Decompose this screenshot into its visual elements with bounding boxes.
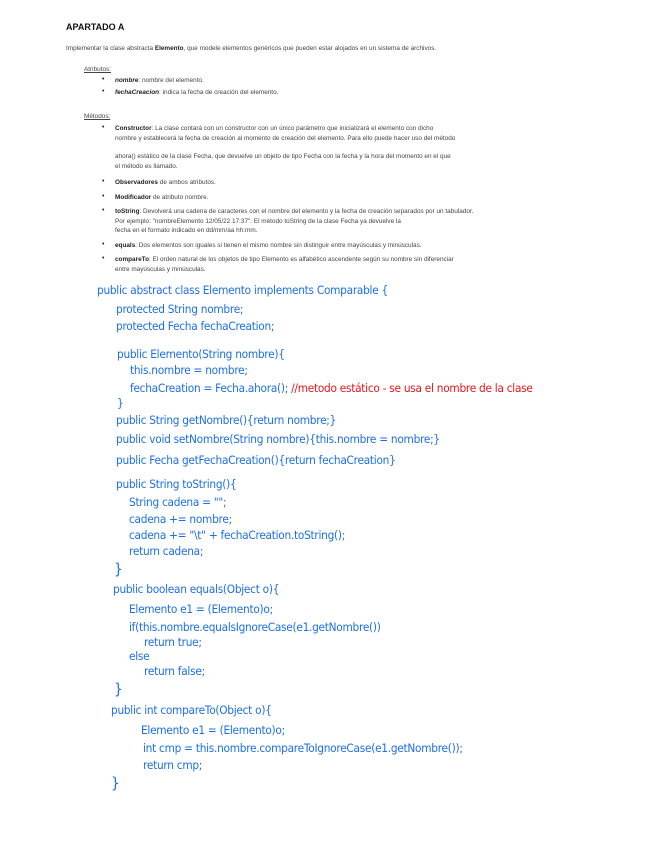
intro-paragraph xyxy=(66,44,436,54)
code-line: Elemento e1 = (Elemento)o; xyxy=(129,602,273,616)
attribute-item xyxy=(115,76,204,86)
code-line xyxy=(130,381,533,395)
section-title: APARTADO A xyxy=(66,22,125,32)
method-item xyxy=(115,241,422,251)
code-line: } xyxy=(117,396,124,410)
method-item xyxy=(115,124,455,143)
code-text: fechaCreation = Fecha.ahora(); xyxy=(130,381,289,395)
code-line: protected String nombre; xyxy=(116,302,244,316)
code-line: } xyxy=(114,560,123,578)
code-line: public Fecha getFechaCreation(){return fechaCreation} xyxy=(116,453,396,467)
code-line: public int compareTo(Object o){ xyxy=(111,703,272,717)
code-line: if(this.nombre.equalsIgnoreCase(e1.getNombre()) xyxy=(129,620,381,634)
code-line: public abstract class Elemento implements Comparable { xyxy=(97,283,388,297)
method-desc: nombre y establecerá la fecha de creación al momento de creación del elemento. Para ello puede hacer uso del método xyxy=(115,134,456,142)
bullet: • xyxy=(102,124,105,131)
bullet: • xyxy=(102,241,105,248)
method-name: Observadores xyxy=(115,179,158,186)
intro-text: , que modele elementos genéricos que pueden estar alojados en un sistema de archivos. xyxy=(183,45,437,52)
code-line: } xyxy=(114,680,123,698)
code-line: cadena += "\t" + fechaCreation.toString(); xyxy=(129,528,345,542)
code-line: return true; xyxy=(144,635,202,649)
attribute-desc: : indica la fecha de creación del elemento. xyxy=(159,89,279,96)
code-line: else xyxy=(129,649,150,663)
intro-text: Implementar la clase abstracta xyxy=(66,45,155,52)
attribute-name: fechaCreacion xyxy=(115,89,160,96)
bullet: • xyxy=(102,193,105,200)
code-line: cadena += nombre; xyxy=(129,512,232,526)
method-name: toString xyxy=(115,208,140,215)
attribute-name: nombre xyxy=(115,77,139,84)
code-line: protected Fecha fechaCreation; xyxy=(116,319,275,333)
method-note xyxy=(115,152,451,171)
method-desc: Por ejemplo: "nombreElemento 12/05/22 17:37". El método toString de la clase Fecha ya devuelve la xyxy=(115,217,401,225)
method-desc: ahora() estático de la clase Fecha, que devuelve un objeto de tipo Fecha con la fecha y la hora del momento en el que xyxy=(115,153,451,160)
method-item xyxy=(115,178,216,188)
code-line: return cmp; xyxy=(143,758,203,772)
attribute-desc: : nombre del elemento. xyxy=(138,77,204,84)
code-line: public void setNombre(String nombre){this.nombre = nombre;} xyxy=(116,432,440,446)
code-line: public boolean equals(Object o){ xyxy=(113,582,280,596)
method-desc: : El orden natural de los objetos de tipo Elemento es alfabético ascendente según su nombre sin diferenciar xyxy=(148,256,454,263)
class-name: Elemento xyxy=(154,45,184,52)
method-name: equals xyxy=(115,242,136,249)
bullet: • xyxy=(102,178,105,185)
method-desc: fecha en el formato indicado en dd/mm/aa hh:mm. xyxy=(115,227,258,234)
methods-heading: Métodos: xyxy=(84,113,111,120)
method-item xyxy=(115,255,454,274)
code-line: public Elemento(String nombre){ xyxy=(117,347,285,361)
method-desc: de atributo nombre. xyxy=(151,194,209,201)
code-line: int cmp = this.nombre.compareToIgnoreCase(e1.getNombre()); xyxy=(143,741,463,755)
method-desc: : Dos elementos son iguales si tienen el mismo nombre sin distinguir entre mayúsculas y minúsculas. xyxy=(135,242,422,249)
bullet: • xyxy=(102,76,105,83)
method-desc: : Devolverá una cadena de caracteres con el nombre del elemento y la fecha de creación separados por un tabulador. xyxy=(139,208,474,215)
method-desc: entre mayúsculas y minúsculas. xyxy=(115,265,206,273)
method-item xyxy=(115,207,473,236)
bullet: • xyxy=(102,255,105,262)
method-name: Modificador xyxy=(115,194,152,201)
code-line: } xyxy=(111,774,120,792)
code-line: public String toString(){ xyxy=(116,477,237,491)
code-line: this.nombre = nombre; xyxy=(130,363,248,377)
code-comment: //metodo estático - se usa el nombre de la clase xyxy=(291,381,533,395)
method-desc: el método es llamado. xyxy=(115,162,178,170)
method-item xyxy=(115,193,208,203)
code-line: Elemento e1 = (Elemento)o; xyxy=(141,723,285,737)
method-desc: : La clase contará con un constructor con un único parámetro que inicializará el elemento con dicho xyxy=(151,125,434,132)
code-line: String cadena = ""; xyxy=(129,495,227,509)
bullet: • xyxy=(102,88,105,95)
method-name: compareTo xyxy=(115,256,149,263)
code-line: public String getNombre(){return nombre;} xyxy=(116,413,337,427)
code-line: return false; xyxy=(144,664,205,678)
attribute-item xyxy=(115,88,278,98)
method-name: Constructor xyxy=(115,125,152,132)
attributes-heading: Atributos: xyxy=(84,66,111,73)
code-line: return cadena; xyxy=(129,544,204,558)
bullet: • xyxy=(102,207,105,214)
method-desc: de ambos atributos. xyxy=(157,179,216,186)
